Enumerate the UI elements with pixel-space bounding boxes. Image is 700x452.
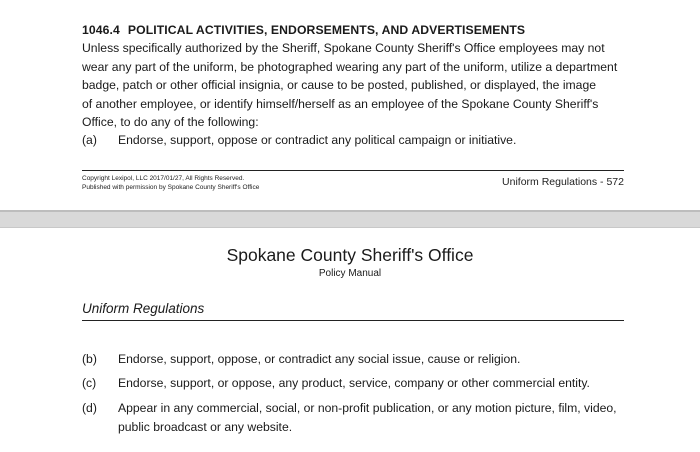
list-item-line: Endorse, support, or oppose, any product, service, company or other commercial entity. [118, 376, 590, 390]
permission-line: Published with permission by Spokane County Sheriff's Office [82, 183, 260, 191]
document-page-573 [0, 228, 700, 452]
list-item-text [118, 374, 642, 393]
list-item-label: (c) [82, 376, 97, 390]
copyright-line: Copyright Lexipol, LLC 2017/01/27, All Rights Reserved. [82, 175, 245, 182]
paragraph-line: Office, to do any of the following: [82, 115, 259, 129]
list-item-line: Endorse, support, oppose, or contradict any social issue, cause or religion. [118, 352, 521, 366]
footer-copyright [82, 175, 259, 192]
section-title: POLITICAL ACTIVITIES, ENDORSEMENTS, AND ADVERTISEMENTS [127, 23, 526, 37]
list-item-b [82, 350, 642, 369]
footer-divider [82, 170, 624, 171]
paragraph-line: of another employee, or identify himself/herself as an employee of the Spokane County Sheriff's [82, 96, 599, 111]
list-item-label: (d) [82, 401, 97, 415]
document-subtitle: Policy Manual [318, 268, 382, 279]
list-item-d [82, 399, 642, 436]
chapter-title: Uniform Regulations [82, 301, 205, 316]
list-item-text [118, 350, 642, 369]
document-page-572 [0, 0, 700, 210]
list-item-label: (a) [82, 133, 97, 147]
page-separator [0, 210, 700, 228]
list-item-text [118, 399, 642, 436]
paragraph-line: badge, patch or other official insignia, or cause to be posted, published, or displayed, the image [82, 78, 597, 92]
paragraph-line: wear any part of the uniform, be photographed wearing any part of the uniform, utilize a department [82, 59, 618, 74]
list-item-a [82, 131, 642, 150]
list-item-label: (b) [82, 352, 97, 366]
section-paragraph [82, 39, 634, 132]
list-item-line: Appear in any commercial, social, or non-profit publication, or any motion picture, film, video, [118, 401, 617, 415]
list-item-text: Endorse, support, oppose or contradict any political campaign or initiative. [118, 133, 517, 147]
list-item-line: public broadcast or any website. [118, 419, 293, 434]
list-item-c [82, 374, 642, 393]
chapter-divider [82, 320, 624, 321]
footer-page-label: Uniform Regulations - 572 [502, 176, 624, 188]
section-number: 1046.4 [82, 23, 120, 37]
paragraph-line: Unless specifically authorized by the Sheriff, Spokane County Sheriff's Office employees may not [82, 41, 605, 55]
document-title: Spokane County Sheriff's Office [226, 245, 474, 265]
section-heading [82, 23, 525, 37]
